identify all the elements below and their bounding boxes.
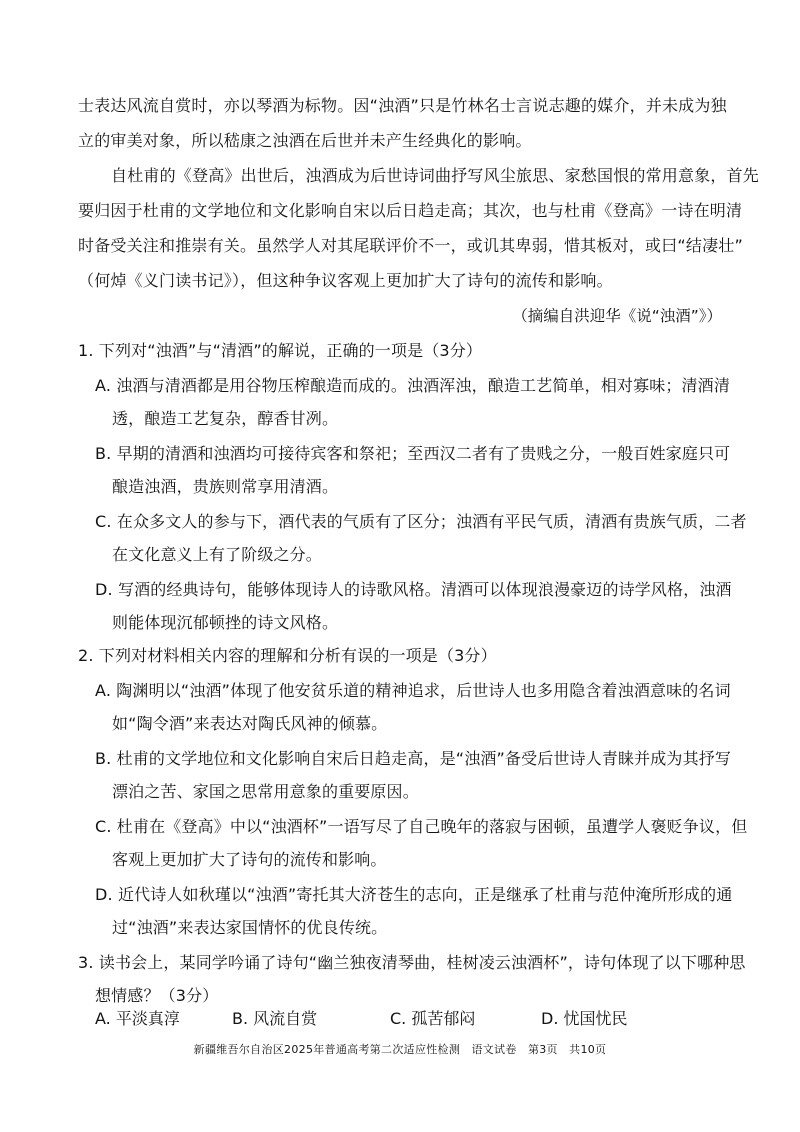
option-line: 客观上更加扩大了诗句的流传和影响。 bbox=[112, 850, 387, 869]
option-line: 在文化意义上有了阶级之分。 bbox=[112, 545, 322, 564]
option-line: 如“陶令酒”来表达对陶氏风神的倾慕。 bbox=[112, 714, 388, 733]
option-line: 过“浊酒”来表达家国情怀的优良传统。 bbox=[112, 918, 388, 937]
option-a: A. 平淡真淳 bbox=[95, 1009, 180, 1028]
passage-line: 要归因于杜甫的文学地位和文化影响自宋以后日趋走高；其次，也与杜甫《登高》一诗在明清 bbox=[78, 201, 743, 220]
passage-line: 士表达风流自赏时，亦以琴酒为标物。因“浊酒”只是竹林名士言说志趣的媒介，并未成为独 bbox=[78, 96, 727, 115]
option-b: B. 风流自赏 bbox=[232, 1009, 318, 1028]
option-line: B. 早期的清酒和浊酒均可接待宾客和祭祀；至西汉二者有了贵贱之分，一般百姓家庭只可 bbox=[95, 444, 731, 463]
option-c: C. 孤苦郁闷 bbox=[390, 1009, 476, 1028]
question-stem: 想情感？（3分） bbox=[95, 986, 219, 1005]
passage-line: （何焯《义门读书记》），但这种争议客观上更加扩大了诗句的流传和影响。 bbox=[78, 271, 613, 290]
option-line: A. 浊酒与清酒都是用谷物压榨酿造而成的。浊酒浑浊，酿造工艺简单，相对寡味；清酒清 bbox=[95, 376, 730, 395]
option-line: A. 陶渊明以“浊酒”体现了他安贫乐道的精神追求，后世诗人也多用隐含着浊酒意味的名词 bbox=[95, 681, 731, 700]
option-line: 酿造浊酒，贵族则常享用清酒。 bbox=[112, 477, 339, 496]
option-line: 则能体现沉郁顿挫的诗文风格。 bbox=[112, 613, 339, 632]
passage-line: 时备受关注和推崇有关。虽然学人对其尾联评价不一，或讥其卑弱，惜其板对，或曰“结凄壮” bbox=[78, 236, 743, 255]
passage-line: 立的审美对象，所以嵇康之浊酒在后世并未产生经典化的影响。 bbox=[78, 131, 532, 150]
option-line: 透，酿造工艺复杂，醇香甘冽。 bbox=[112, 409, 339, 428]
page-footer: 新疆维吾尔自治区2025年普通高考第二次适应性检测 语文试卷 第3页 共10页 bbox=[193, 1043, 607, 1056]
option-line: D. 写酒的经典诗句，能够体现诗人的诗歌风格。清酒可以体现浪漫豪迈的诗学风格，浊酒 bbox=[95, 580, 732, 599]
option-line: C. 杜甫在《登高》中以“浊酒杯”一语写尽了自己晚年的落寂与困顿，虽遭学人褒贬争议，但 bbox=[95, 817, 748, 836]
passage-line: 自杜甫的《登高》出世后，浊酒成为后世诗词曲抒写风尘旅思、家愁国恨的常用意象，首先 bbox=[111, 166, 760, 185]
option-d: D. 忧国忧民 bbox=[541, 1009, 628, 1028]
question-stem: 1. 下列对“浊酒”与“清酒”的解说，正确的一项是（3分） bbox=[78, 341, 483, 360]
question-stem: 3. 读书会上，某同学吟诵了诗句“幽兰独夜清琴曲，桂树凌云浊酒杯”，诗句体现了以下哪种思 bbox=[78, 953, 746, 972]
option-line: C. 在众多文人的参与下，酒代表的气质有了区分；浊酒有平民气质，清酒有贵族气质，二者 bbox=[95, 512, 747, 531]
passage-source: （摘编自洪迎华《说“浊酒”》） bbox=[512, 307, 722, 325]
option-line: D. 近代诗人如秋瑾以“浊酒”寄托其大济苍生的志向，正是继承了杜甫与范仲淹所形成的通 bbox=[95, 885, 733, 904]
question-stem: 2. 下列对材料相关内容的理解和分析有误的一项是（3分） bbox=[78, 646, 497, 665]
option-line: 漂泊之苦、家国之思常用意象的重要原因。 bbox=[112, 782, 419, 801]
option-line: B. 杜甫的文学地位和文化影响自宋后日趋走高，是“浊酒”备受后世诗人青睐并成为其抒写 bbox=[95, 749, 732, 768]
